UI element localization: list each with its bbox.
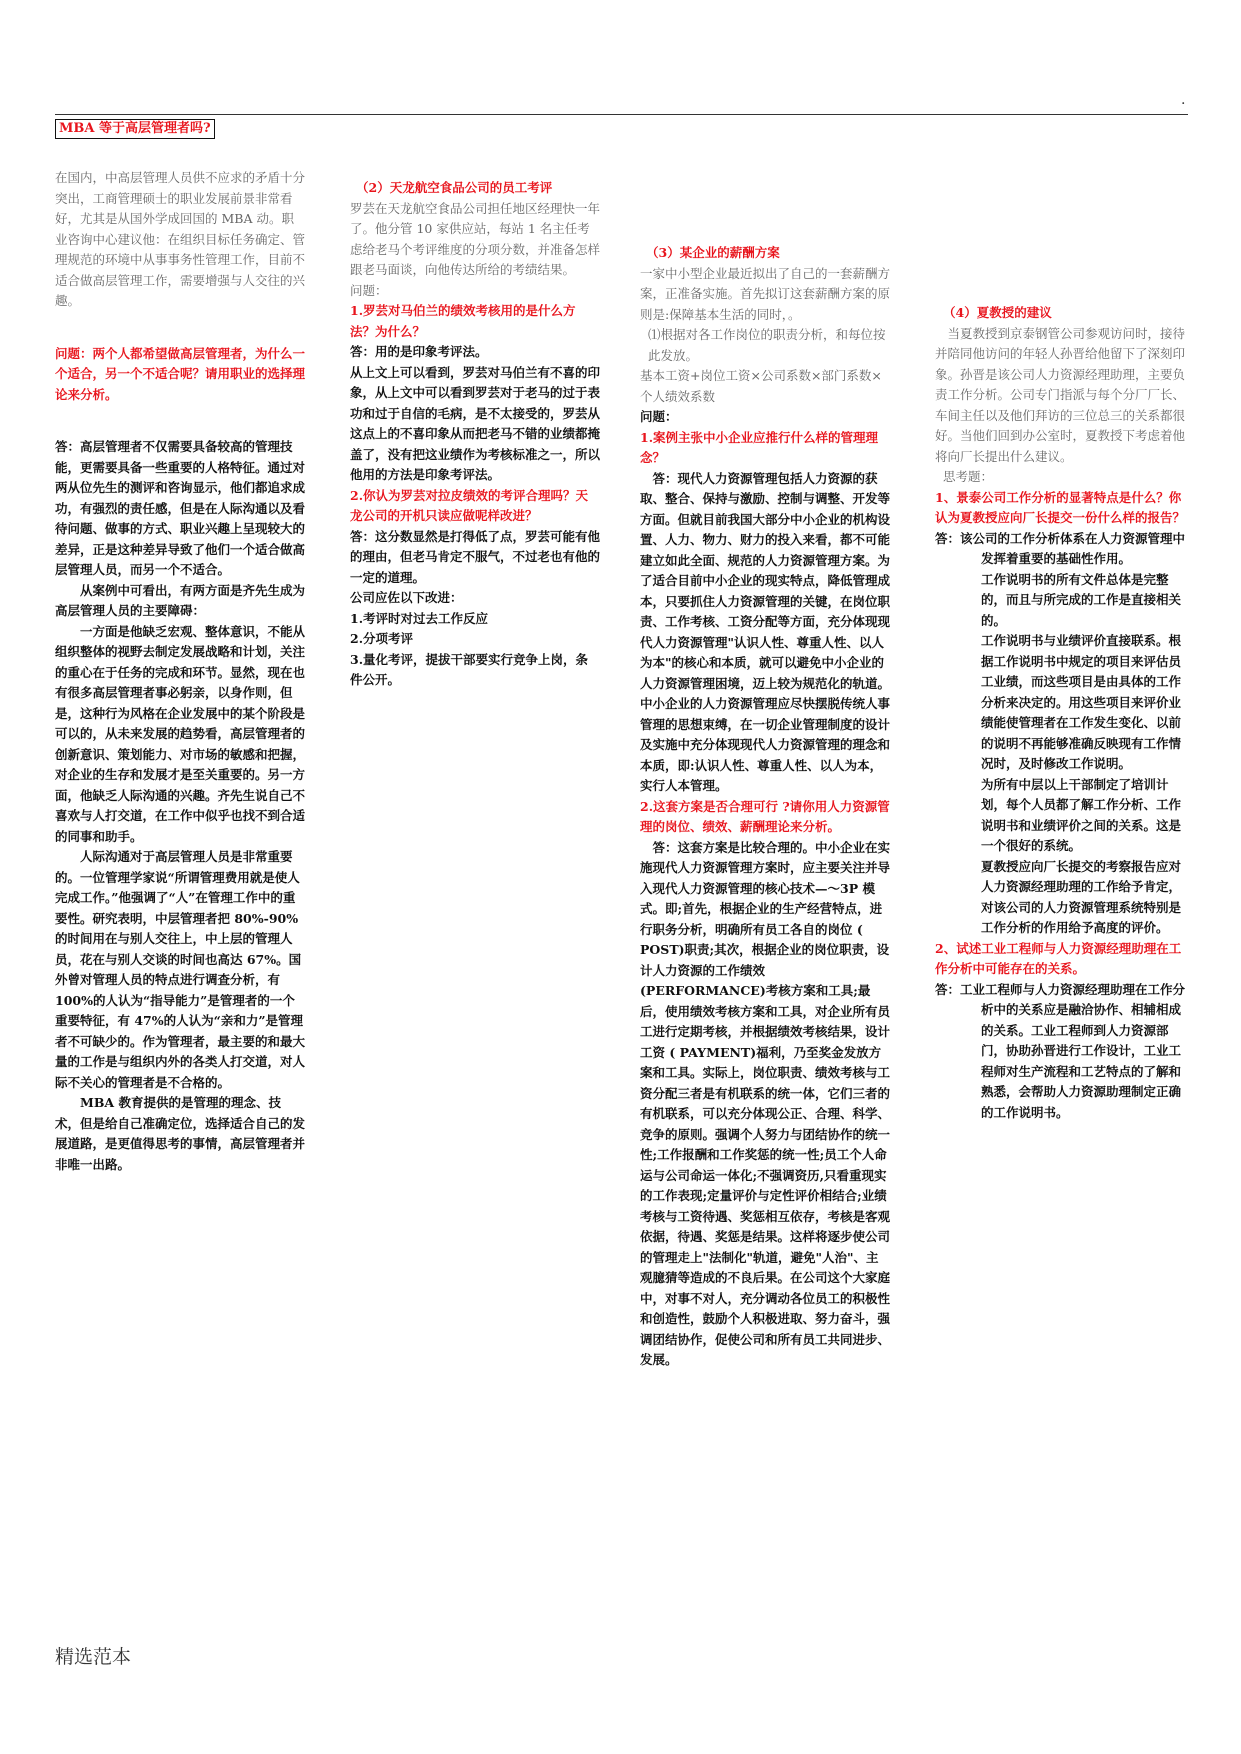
col2-answer-2b: 公司应佐以下改进： [350, 590, 463, 605]
col2-answer-2a: 答：这分数显然是打得低了点，罗芸可能有他的理由，但老马肯定不服气，不过老也有他的一定的道理。 [350, 528, 601, 585]
col2-list-item-2: 2.分项考评 [350, 631, 414, 646]
col4-answer-1b: 工作说明书的所有文件总体是完整的，而且与所完成的工作是直接相关的。 [981, 571, 1182, 628]
title-mark: ? [203, 121, 211, 136]
col4-heading: （4）夏教授的建议 [943, 305, 1052, 320]
col2-wenti: 问题： [350, 282, 388, 298]
col2-list-item-1: 1.考评时对过去工作反应 [350, 610, 489, 626]
col3-question-1: 1.案例主张中小企业应推行什么样的管理理念？ [640, 429, 879, 465]
col3-answer-1: 答：现代人力资源管理包括人力资源的获取、整合、保持与激励、控制与调整、开发等方面。但就目前我国大部分中小企业的机构设置、人力、物力、财力的投入来看，都不可能建立如此全面、规范的人力资源管理方案。为了适合目前中小企业的现实特点，降低管理成本，只要抓住人力资源管理的关键，在岗位职责、工作考核、工资分配等方面，充分体现现代人力资源管理"认识人性、尊重人性、以人为本"的核心和本质，就可以避免中小企业的人力资源管理困境，迈上较为规范化的轨道。中小企业的人力资源管理应尽快摆脱传统人事管理的思想束缚，在一切企业管理制度的设计及实施中充分体现现代人力资源管理的理念和本质，即:认识人性、尊重人性、以人为本，实行人本管理。 [640, 470, 891, 793]
col4-answer-2: 答：工业工程师与人力资源经理助理在工作分析中的关系应是融洽协作、相辅相成的关系。工业工程师到人力资源部门，协助孙晋进行工作设计，工业工程师对生产流程和工艺特点的了解和熟悉，会帮助人力资源助理制定正确的工作说明书。 [935, 981, 1186, 1120]
col1-answer-p1: 答：高层管理者不仅需要具备较高的管理技能，更需要具备一些重要的人格特征。通过对两从位先生的测评和咨询显示，他们都追求成功，有强烈的责任感，但是在人际沟通以及看待问题、做事的方式、职业兴趣上呈现较大的差异，正是这种差异导致了他们一个适合做高层管理人员，而另一个不适合。 [55, 439, 306, 577]
header-dot: . [1181, 92, 1186, 108]
col1-answer-p5: MBA 教育提供的是管理的理念、技术，但是给自己准确定位，选择适合自己的发展道路，是更值得思考的事情，高层管理者并非唯一出路。 [55, 1095, 306, 1172]
col3-answer-2: 答：这套方案是比较合理的。中小企业在实施现代人力资源管理方案时，应主要关注并导入现代人力资源管理的核心技术—～3P 模式。即;首先，根据企业的生产经营特点，进行职务分析，明确所有员工各自的岗位 ( POST)职责;其次，根据企业的岗位职责，设计人力资源的工作绩效 (PERFORMANCE)考核方案和工具;最后，使用绩效考核方案和工具，对企业所有员工进行定期考核，并根据绩效考核结果，设计工资 ( PAYMENT)福利，乃至奖金发放方案和工具。实际上，岗位职责、绩效考核与工资分配三者是有机联系的统一体，它们三者的有机联系，可以充分体现公正、合理、科学、竞争的原则。强调个人努力与团结协作的统一性;工作报酬和工作奖惩的统一性;员工个人命运与公司命运一体化;不强调资历,只看重现实的工作表现;定量评价与定性评价相结合;业绩考核与工资待遇、奖惩相互依存，考核是客观依据，待遇、奖惩是结果。这样将逐步使公司的管理走上"法制化"轨道，避免"人治"、主观臆猜等造成的不良后果。在公司这个大家庭中，对事不对人，充分调动各位员工的积极性和创造性，鼓励个人积极进取、努力奋斗，强调团结协作，促使公司和所有员工共同进步、发展。 [640, 839, 891, 1367]
col3-heading: （3）某企业的薪酬方案 [646, 245, 780, 260]
col1-intro: 在国内，中高层管理人员供不应求的矛盾十分突出，工商管理硕士的职业发展前景非常看好，尤其是从国外学成回国的 MBA 动。职业咨询中心建议他：在组织目标任务确定、管理规范的环境中从事事务性管理工作，目前不适合做高层管理工作，需要增强与人交往的兴趣。 [55, 170, 306, 308]
col4-answer-1e: 夏教授应向厂长提交的考察报告应对人力资源经理助理的工作给予肯定，对该公司的人力资源管理系统特别是工作分析的作用给予高度的评价。 [981, 858, 1182, 935]
col2-answer-1a: 答：用的是印象考评法。 [350, 344, 488, 359]
col4-answer-1a: 答：该公司的工作分析体系在人力资源管理中发挥着重要的基础性作用。 [935, 530, 1186, 566]
col4-question-1: 1、景泰公司工作分析的显著特点是什么？你认为夏教授应向厂长提交一份什么样的报告？ [935, 489, 1186, 525]
column-3 [640, 243, 890, 1371]
col2-answer-1b: 从上文上可以看到，罗芸对马伯兰有不喜的印象，从上文中可以看到罗芸对于老马的过于表功和过于自信的毛病，是不太接受的，罗芸从这点上的不喜印象从而把老马不错的业绩都掩盖了，没有把这业绩作为考核标准之一，所以他用的方法是印象考评法。 [350, 364, 601, 482]
col4-sikao: 思考题： [943, 469, 994, 484]
col1-question: 问题：两个人都希望做高层管理者，为什么一个适合，另一个不适合呢？请用职业的选择理论来分析。 [55, 345, 306, 402]
col2-intro: 罗芸在天龙航空食品公司担任地区经理快一年了。他分管 10 家供应站，每站 1 名主任考虑给老马个考评维度的分项分数，并准备怎样跟老马面谈，向他传达所给的考绩结果。 [350, 200, 601, 277]
col1-answer-p3: 一方面是他缺乏宏观、整体意识，不能从组织整体的视野去制定发展战略和计划，关注的重心在于任务的完成和环节。显然，现在也有很多高层管理者事必躬亲，以身作则，但是，这种行为风格在企业发展中的某个阶段是可以的，从未来发展的趋势看，高层管理者的创新意识、策划能力、对市场的敏感和把握，对企业的生存和发展才是至关重要的。另一方面，他缺乏人际沟通的兴趣。齐先生说自己不喜欢与人打交道，在工作中似乎也找不到合适的同事和助手。 [55, 623, 306, 844]
col2-question-1: 1.罗芸对马伯兰的绩效考核用的是什么方法？为什么？ [350, 303, 576, 339]
col2-question-2: 2.你认为罗芸对拉皮绩效的考评合理吗？天龙公司的开机只读应做呢样改进？ [350, 487, 589, 523]
title-text: MBA 等于高层管理者吗 [59, 121, 203, 136]
col1-answer-p2: 从案例中可看出，有两方面是齐先生成为高层管理人员的主要障碍： [55, 582, 306, 618]
column-4 [935, 303, 1185, 1123]
col4-answer-1c: 工作说明书与业绩评价直接联系。根据工作说明书中规定的项目来评估员工业绩，而这些项目是由具体的工作分析来决定的。用这些项目来评价业绩能使管理者在工作发生变化、以前的说明不再能够准确反映现有工作情况时，及时修改工作说明。 [981, 633, 1182, 771]
col4-question-2: 2、试述工业工程师与人力资源经理助理在工作分析中可能存在的关系。 [935, 940, 1182, 976]
header-rule [55, 114, 1188, 115]
column-2 [350, 178, 600, 691]
col1-answer-p4: 人际沟通对于高层管理人员是非常重要的。一位管理学家说“所谓管理费用就是使人完成工作。”他强调了“人”在管理工作中的重要性。研究表明，中层管理者把 80%-90%的时间用在与别人交往上，中上层的管理人员，花在与别人交谈的时间也高达 67%。国外曾对管理人员的特点进行调查分析，有 100%的人认为“指导能力”是管理者的一个重要特征，有 47%的人认为“亲和力”是管理者不可缺少的。作为管理者，最主要的和最大量的工作是与组织内外的各类人打交道，对人际不关心的管理者是不合格的。 [55, 849, 306, 1090]
col3-intro: 一家中小型企业最近拟出了自己的一套薪酬方案，正准备实施。首先拟订这套薪酬方案的原则是:保障基本生活的同时，。 [640, 265, 891, 322]
col3-question-2: 2.这套方案是否合理可行 ?请你用人力资源管理的岗位、绩效、薪酬理论来分析。 [640, 798, 890, 834]
column-1 [55, 168, 305, 1175]
col3-item-1: ⑴根据对各工作岗位的职责分析，和每位按此发放。 [648, 327, 886, 363]
document-title [55, 119, 215, 139]
col3-wenti: 问题： [640, 409, 678, 424]
col2-list-item-3: 3.量化考评，提拔干部要实行竞争上岗，条件公开。 [350, 651, 589, 687]
col3-formula: 基本工资+岗位工资×公司系数×部门系数×个人绩效系数 [640, 368, 882, 404]
col4-answer-1d: 为所有中层以上干部制定了培训计划，每个人员都了解工作分析、工作说明书和业绩评价之间的关系。这是一个很好的系统。 [981, 776, 1182, 853]
col2-heading: （2）天龙航空食品公司的员工考评 [356, 180, 553, 195]
footer-text: 精选范本 [55, 1646, 132, 1668]
col4-intro: 当夏教授到京泰钢管公司参观访问时，接待并陪同他访问的年轻人孙晋给他留下了深刻印象。孙晋是该公司人力资源经理助理，主要负责工作分析。公司专门指派与每个分厂厂长、车间主任以及他们拜访的三位总三的关系都很好。当他们回到办公室时，夏教授下考虑着他将向厂长提出什么建议。 [935, 325, 1186, 464]
